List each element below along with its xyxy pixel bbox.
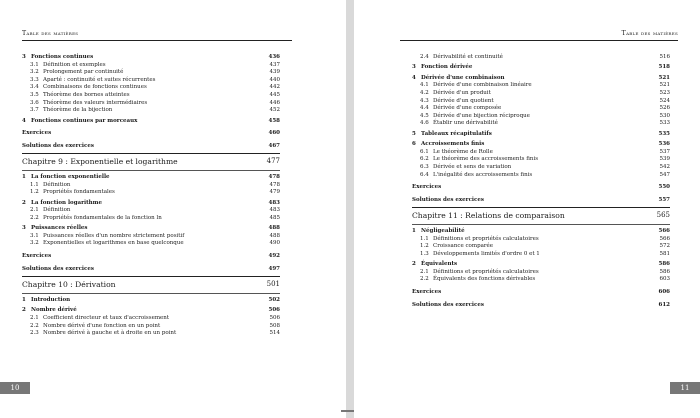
toc-entry-number: 2.2 — [30, 322, 39, 329]
toc-page-number: 523 — [659, 89, 670, 96]
toc-page-number: 478 — [269, 181, 280, 188]
toc-entry-title: Coefficient directeur et taux d'accroissement — [43, 315, 170, 322]
toc-section[interactable] — [412, 131, 670, 139]
toc-entry-label — [22, 54, 93, 62]
toc-entry-label — [22, 225, 88, 233]
toc-entry-number: 2 — [22, 199, 26, 206]
toc-entry-number: 4.2 — [420, 89, 429, 96]
toc-entry-number: 1 — [412, 228, 416, 235]
toc-entry-number: 2.1 — [420, 268, 429, 275]
toc-entry-title: Équivalents — [421, 261, 458, 268]
toc-entry-label — [412, 228, 465, 236]
toc-entry-title: L'inégalité des accroissements finis — [433, 171, 533, 178]
toc-page-number: 539 — [659, 156, 670, 163]
toc-page-number: 483 — [269, 207, 280, 214]
toc-entry-title: Dérivée d'un quotient — [433, 97, 494, 104]
toc-subsection[interactable] — [412, 251, 670, 259]
toc-section[interactable] — [412, 64, 670, 72]
toc-page-number: 492 — [268, 253, 280, 260]
toc-section[interactable] — [22, 118, 280, 126]
toc-entry-number: 4.5 — [420, 112, 429, 119]
toc-entry-label — [30, 92, 130, 100]
toc-entry-label — [30, 215, 162, 223]
toc-page-number: 467 — [268, 142, 280, 149]
toc-entry-label — [30, 107, 112, 115]
toc-entry-number: 6.1 — [420, 148, 429, 155]
toc-subsection[interactable] — [412, 164, 670, 172]
toc-entry-number: 3 — [412, 64, 416, 71]
toc-entry-title: Le théorème de Rolle — [433, 148, 493, 155]
toc-page-number: 478 — [268, 174, 280, 181]
toc-entry-title: Définitions et propriétés calculatoires — [433, 268, 539, 275]
toc-entry-title: Développements limités d'ordre 0 et 1 — [433, 250, 540, 257]
toc-entry-label — [420, 156, 538, 164]
toc-entry-title: Fonctions continues — [31, 54, 94, 60]
toc-exercises[interactable] — [412, 184, 670, 192]
toc-page-number: 477 — [266, 157, 280, 166]
toc-exercises[interactable] — [22, 130, 280, 138]
chapter-rule — [412, 207, 670, 208]
toc-entry-title: Tableaux récapitulatifs — [421, 130, 492, 137]
toc-entry-label — [30, 240, 184, 248]
toc-entry-label — [420, 54, 503, 62]
toc-entry-number: 3.7 — [30, 107, 39, 114]
toc-entry-title: Équivalents des fonctions dérivables — [433, 276, 536, 283]
toc-entry-number: 3.2 — [30, 240, 39, 247]
toc-entry-label — [420, 82, 532, 90]
toc-page-number: 442 — [269, 84, 280, 91]
toc-entry-number: 2.4 — [420, 54, 429, 60]
toc-subsection[interactable] — [22, 77, 280, 85]
toc-entry-title: Fonction dérivée — [421, 64, 473, 71]
toc-entry-title: Combinaisons de fonctions continues — [43, 84, 147, 91]
toc-entry-number: 1.2 — [420, 243, 429, 250]
toc-page-number: 533 — [659, 120, 670, 127]
toc-entry-label — [22, 130, 51, 138]
toc-exercises[interactable] — [22, 143, 280, 151]
toc-entry-title: Solutions des exercices — [22, 142, 94, 149]
toc-section[interactable] — [412, 261, 670, 269]
toc-page-number: 547 — [659, 171, 670, 178]
toc-page-number: 514 — [269, 330, 280, 337]
toc-section[interactable] — [412, 141, 670, 149]
toc-entry-title: Dérivée d'une composée — [433, 105, 502, 112]
toc-entry-label — [30, 330, 176, 338]
toc-page-number: 508 — [269, 322, 280, 329]
toc-entry-title: Fonctions continues par morceaux — [31, 117, 138, 124]
toc-page-number: 436 — [268, 54, 280, 60]
toc-entry-title: Exercices — [22, 253, 52, 260]
toc-entry-number: 2.1 — [30, 315, 39, 322]
page-number-right: 11 — [670, 382, 700, 394]
toc-subsection[interactable] — [22, 207, 280, 215]
toc-page-number: 535 — [658, 130, 670, 137]
toc-subsection[interactable] — [412, 156, 670, 164]
toc-entry-label — [412, 141, 484, 149]
chapter-rule — [22, 276, 280, 277]
toc-entry-label — [22, 297, 70, 305]
toc-entry-title: Solutions des exercices — [412, 301, 484, 308]
toc-entry-title: Solutions des exercices — [22, 265, 94, 272]
toc-page-number: 524 — [659, 97, 670, 104]
toc-subsection[interactable] — [412, 243, 670, 251]
toc-entry-number: 3.2 — [30, 69, 39, 76]
toc-entry-title: Propriétés fondamentales de la fonction ln — [43, 214, 162, 221]
toc-entry-label — [30, 233, 184, 241]
toc-entry-title: Exercices — [22, 130, 52, 137]
toc-entry-label — [420, 90, 491, 98]
toc-entry-number: 3.1 — [30, 232, 39, 239]
toc-entry-label — [412, 131, 492, 139]
toc-chapter-title: Chapitre 11 : Relations de comparaison — [412, 211, 565, 221]
toc-section[interactable] — [22, 307, 280, 315]
toc-entry-number: 4.1 — [420, 82, 429, 89]
toc-subsection[interactable] — [22, 69, 280, 77]
toc-entry-title: Nombre dérivé d'une fonction en un point — [43, 322, 161, 329]
toc-entry-title: Prolongement par continuité — [43, 69, 124, 76]
toc-page-number: 565 — [656, 211, 670, 220]
toc-entry-number: 3.3 — [30, 76, 39, 83]
toc-entry-title: Nombre dérivé à gauche et à droite en un point — [43, 330, 177, 337]
toc-entry-number: 1 — [22, 297, 26, 304]
toc-entry-title: Négligeabilité — [421, 228, 465, 235]
toc-entry-number: 2 — [412, 261, 416, 268]
toc-entry-title: Dérivée d'une combinaison — [421, 74, 505, 81]
chapter-rule — [412, 224, 670, 225]
toc-subsection[interactable] — [22, 189, 280, 197]
book-spine — [346, 0, 354, 418]
toc-page-number: 526 — [659, 105, 670, 112]
toc-entry-label — [30, 315, 169, 323]
toc-section[interactable] — [22, 297, 280, 305]
toc-page-number: 488 — [269, 232, 280, 239]
toc-entry-number: 2.3 — [30, 330, 39, 337]
toc-entry-label — [412, 184, 441, 192]
toc-entry-label — [30, 77, 155, 85]
toc-page-number: 603 — [659, 276, 670, 283]
toc-entry-number: 2.1 — [30, 207, 39, 214]
toc-entry-number: 2.2 — [420, 276, 429, 283]
toc-list-left — [22, 54, 280, 338]
toc-entry-label — [420, 251, 540, 259]
toc-page-number: 506 — [268, 307, 280, 314]
page-number-left: 10 — [0, 382, 30, 394]
toc-entry-label — [22, 174, 110, 182]
chapter-rule — [22, 153, 280, 154]
toc-exercises[interactable] — [412, 302, 670, 310]
toc-page-number: 458 — [268, 117, 280, 124]
toc-page-number: 440 — [269, 76, 280, 83]
toc-page-number: 446 — [269, 99, 280, 106]
toc-entry-number: 3.1 — [30, 61, 39, 68]
toc-entry-label — [420, 243, 493, 251]
toc-entry-title: Dérivée d'une combinaison linéaire — [433, 82, 532, 89]
toc-entry-number: 4.3 — [420, 97, 429, 104]
toc-entry-label — [30, 84, 147, 92]
toc-page-number: 606 — [658, 289, 670, 296]
toc-entry-title: Puissances réelles — [31, 225, 88, 232]
toc-entry-label — [22, 143, 94, 151]
toc-chapter[interactable] — [412, 207, 670, 225]
toc-page-number: 586 — [658, 261, 670, 268]
toc-page-number: 537 — [659, 148, 670, 155]
toc-subsection[interactable] — [22, 92, 280, 100]
header-rule-right — [400, 40, 678, 41]
toc-entry-number: 1.2 — [30, 189, 39, 196]
toc-entry-number: 3 — [22, 225, 26, 232]
toc-entry-number: 2 — [22, 307, 26, 314]
toc-page-number: 557 — [658, 196, 670, 203]
toc-entry-title: Croissance comparée — [433, 243, 494, 250]
toc-entry-title: Accroissements finis — [421, 141, 485, 148]
toc-page-number: 550 — [658, 184, 670, 191]
toc-page-number: 488 — [268, 225, 280, 232]
toc-entry-number: 4.6 — [420, 120, 429, 127]
toc-page-number: 566 — [658, 228, 670, 235]
toc-list-right — [412, 54, 670, 309]
toc-page-number: 521 — [659, 82, 670, 89]
toc-section[interactable] — [22, 225, 280, 233]
toc-page-number: 460 — [268, 130, 280, 137]
toc-entry-label — [22, 253, 51, 261]
right-page — [354, 0, 700, 418]
toc-entry-number: 4 — [22, 117, 26, 124]
toc-entry-label — [22, 118, 137, 126]
toc-page-number: 518 — [658, 64, 670, 71]
toc-entry-number: 6.3 — [420, 163, 429, 170]
toc-page-number: 439 — [269, 69, 280, 76]
toc-page-number: 485 — [269, 214, 280, 221]
toc-page-number: 483 — [268, 199, 280, 206]
toc-page-number: 445 — [269, 91, 280, 98]
toc-entry-title: Définition et exemples — [43, 61, 106, 68]
toc-entry-number: 1 — [22, 174, 26, 181]
toc-entry-title: Le théorème des accroissements finis — [433, 156, 539, 163]
toc-exercises[interactable] — [412, 197, 670, 205]
header-rule-left — [22, 40, 292, 41]
left-page — [0, 0, 346, 418]
toc-page-number: 536 — [658, 141, 670, 148]
toc-entry-label — [30, 69, 123, 77]
toc-entry-number: 6 — [412, 141, 416, 148]
toc-entry-title: Propriétés fondamentales — [43, 189, 115, 196]
toc-entry-title: Exponentielles et logarithmes en base quelconque — [43, 240, 184, 247]
toc-entry-label — [420, 276, 535, 284]
toc-subsection[interactable] — [412, 54, 670, 62]
toc-page-number: 506 — [269, 315, 280, 322]
toc-entry-label — [420, 105, 501, 113]
toc-exercises[interactable] — [22, 253, 280, 261]
toc-page-number: 479 — [269, 189, 280, 196]
toc-page-number: 566 — [659, 235, 670, 242]
toc-subsection[interactable] — [22, 330, 280, 338]
toc-entry-label — [30, 189, 115, 197]
toc-entry-title: Théorème des bornes atteintes — [43, 91, 130, 98]
toc-entry-title: Aparté : continuité et suites récurrentes — [43, 76, 156, 83]
toc-subsection[interactable] — [22, 315, 280, 323]
toc-entry-title: Établir une dérivabilité — [433, 120, 498, 127]
toc-subsection[interactable] — [412, 172, 670, 180]
toc-entry-title: Définition — [43, 181, 71, 188]
toc-entry-title: Théorème des valeurs intermédiaires — [43, 99, 148, 106]
toc-page-number: 452 — [269, 107, 280, 114]
toc-entry-number: 4.4 — [420, 105, 429, 112]
toc-subsection[interactable] — [412, 90, 670, 98]
toc-entry-label — [412, 64, 472, 72]
toc-entry-title: Puissances réelles d'un nombre strictement positif — [43, 232, 185, 239]
toc-entry-number: 6.2 — [420, 156, 429, 163]
toc-entry-title: Dérivée d'un produit — [433, 89, 491, 96]
toc-entry-label — [420, 120, 498, 128]
toc-page-number: 542 — [659, 163, 670, 170]
chapter-rule — [22, 170, 280, 171]
toc-entry-title: Nombre dérivé — [31, 307, 77, 314]
toc-page-number: 501 — [266, 280, 280, 289]
toc-page-number: 581 — [659, 250, 670, 257]
toc-entry-number: 3 — [22, 54, 26, 60]
toc-subsection[interactable] — [412, 276, 670, 284]
toc-entry-number: 3.5 — [30, 91, 39, 98]
toc-subsection[interactable] — [412, 82, 670, 90]
toc-page-number: 490 — [269, 240, 280, 247]
running-header-left: Table des matières — [22, 30, 79, 37]
toc-entry-title: Théorème de la bijection — [43, 107, 113, 114]
toc-entry-title: Définition — [43, 207, 71, 214]
toc-page-number: 586 — [659, 268, 670, 275]
toc-subsection[interactable] — [22, 107, 280, 115]
toc-page-number: 437 — [269, 61, 280, 68]
toc-entry-number: 4 — [412, 74, 416, 81]
toc-section[interactable] — [22, 54, 280, 62]
toc-entry-label — [30, 207, 70, 215]
toc-entry-label — [412, 197, 484, 205]
toc-entry-label — [412, 302, 484, 310]
toc-subsection[interactable] — [22, 240, 280, 248]
chapter-rule — [22, 293, 280, 294]
toc-exercises[interactable] — [412, 289, 670, 297]
toc-page-number: 530 — [659, 112, 670, 119]
toc-entry-title: Dérivée d'une bijection réciproque — [433, 112, 530, 119]
toc-entry-title: Dérivabilité et continuité — [433, 54, 503, 60]
toc-entry-number: 1.3 — [420, 250, 429, 257]
toc-section[interactable] — [22, 174, 280, 182]
toc-entry-number: 3.6 — [30, 99, 39, 106]
toc-page-number: 612 — [658, 301, 670, 308]
toc-entry-title: Exercices — [412, 184, 442, 191]
toc-entry-title: Solutions des exercices — [412, 196, 484, 203]
toc-entry-number: 1.1 — [30, 181, 39, 188]
toc-page-number: 572 — [659, 243, 670, 250]
toc-entry-title: Dérivée et sens de variation — [433, 163, 512, 170]
toc-chapter[interactable] — [22, 153, 280, 171]
toc-entry-label — [420, 164, 511, 172]
toc-entry-number: 1.1 — [420, 235, 429, 242]
toc-page-number: 502 — [268, 297, 280, 304]
toc-entry-number: 5 — [412, 130, 416, 137]
toc-entry-label — [420, 172, 532, 180]
toc-chapter-title: Chapitre 9 : Exponentielle et logarithme — [22, 157, 178, 167]
toc-subsection[interactable] — [22, 84, 280, 92]
toc-entry-number: 3.4 — [30, 84, 39, 91]
toc-subsection[interactable] — [22, 215, 280, 223]
toc-chapter[interactable] — [22, 276, 280, 294]
toc-subsection[interactable] — [412, 120, 670, 128]
toc-entry-title: La fonction logarithme — [31, 199, 102, 206]
toc-entry-label — [412, 289, 441, 297]
toc-page-number: 521 — [658, 74, 670, 81]
toc-entry-label — [22, 307, 77, 315]
toc-entry-number: 2.2 — [30, 214, 39, 221]
toc-chapter-title: Chapitre 10 : Dérivation — [22, 280, 116, 290]
running-header-right: Table des matières — [621, 30, 678, 37]
toc-entry-title: La fonction exponentielle — [31, 174, 110, 181]
toc-page-number: 497 — [268, 265, 280, 272]
toc-page-number: 516 — [659, 54, 670, 60]
toc-entry-title: Exercices — [412, 289, 442, 296]
toc-entry-label — [22, 266, 94, 274]
toc-entry-label — [412, 261, 457, 269]
toc-subsection[interactable] — [412, 105, 670, 113]
toc-subsection[interactable] — [22, 233, 280, 241]
toc-exercises[interactable] — [22, 266, 280, 274]
toc-section[interactable] — [412, 228, 670, 236]
toc-entry-number: 6.4 — [420, 171, 429, 178]
toc-entry-title: Définitions et propriétés calculatoires — [433, 235, 539, 242]
toc-entry-title: Introduction — [31, 297, 71, 304]
